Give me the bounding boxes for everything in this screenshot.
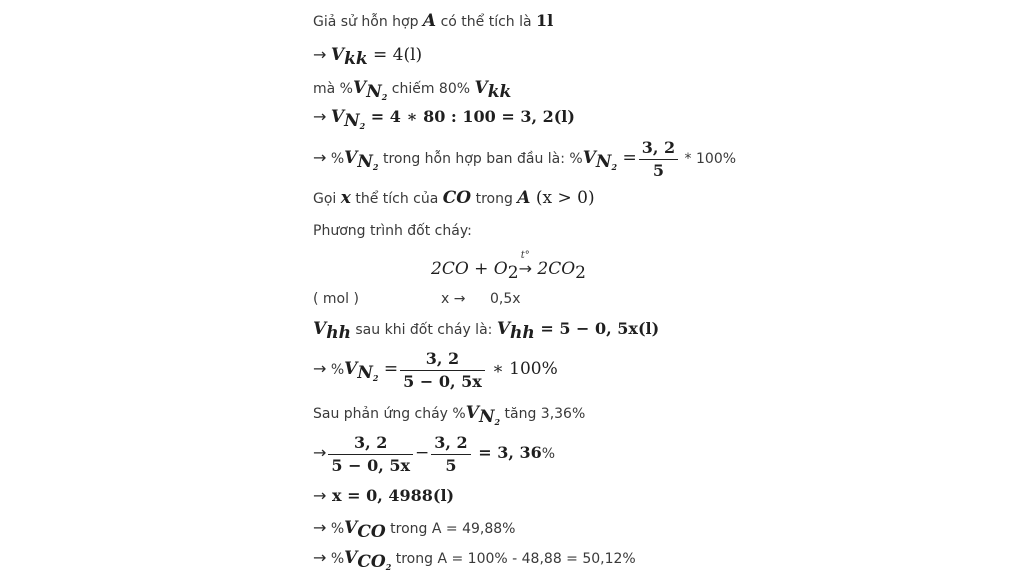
- line-14: → x = 0, 4988(l): [313, 486, 455, 505]
- fraction: $\frac{3, 2}{5}$: [431, 434, 470, 475]
- line-7: Phương trình đốt cháy:: [313, 223, 472, 239]
- line-9: ( mol ) x → 0,5x: [313, 291, 521, 307]
- line-13: → $\frac{3, 2}{5 - 0, 5x}$ − $\frac{3, 2}{5}$ = 3, 36%: [313, 432, 556, 475]
- condition-arrow: t° →: [518, 250, 532, 278]
- line-15: → $\%V_{CO}$ trong A = 49,88%: [313, 518, 516, 542]
- reaction-equation: $2CO + O_2$ t° → $2CO_2$: [431, 250, 586, 283]
- line-12: Sau phản ứng cháy $\%V_{N_2}$ tăng 3,36%: [313, 403, 586, 427]
- line-5: → $\%V_{N_2}$ trong hỗn hợp ban đầu là: $\%V_{N_2}$ = $\frac{3, 2}{5}$ * 100%: [313, 137, 737, 180]
- line-16: → $\%V_{CO_2}$ trong A = 100% - 48,88 = 50,12%: [313, 548, 636, 572]
- line-3: mà $\%V_{N_2}$ chiếm 80% $V_{kk}$: [313, 78, 512, 102]
- line-4: → $V_{N_2} = 4$ ∗ 80 : 100 = 3, 2(l): [313, 107, 575, 131]
- line-11: → $\%V_{N_2}$ = $\frac{3, 2}{5 - 0, 5x}$ ∗ 100%: [313, 348, 558, 391]
- fraction: $\frac{3, 2}{5 - 0, 5x}$: [400, 350, 485, 391]
- fraction: $\frac{3, 2}{5}$: [639, 139, 678, 180]
- line-10: $V_{hh}$ sau khi đốt cháy là: $V_{hh} = 5 - 0$, 5x(l): [313, 319, 660, 343]
- line-6: Gọi x thể tích của CO trong A (x > 0): [313, 188, 595, 208]
- line-2: → $V_{kk} = 4(l)$: [313, 45, 423, 69]
- fraction: $\frac{3, 2}{5 - 0, 5x}$: [328, 434, 413, 475]
- line-1: Giả sử hỗn hợp A có thể tích là 1l: [313, 11, 554, 31]
